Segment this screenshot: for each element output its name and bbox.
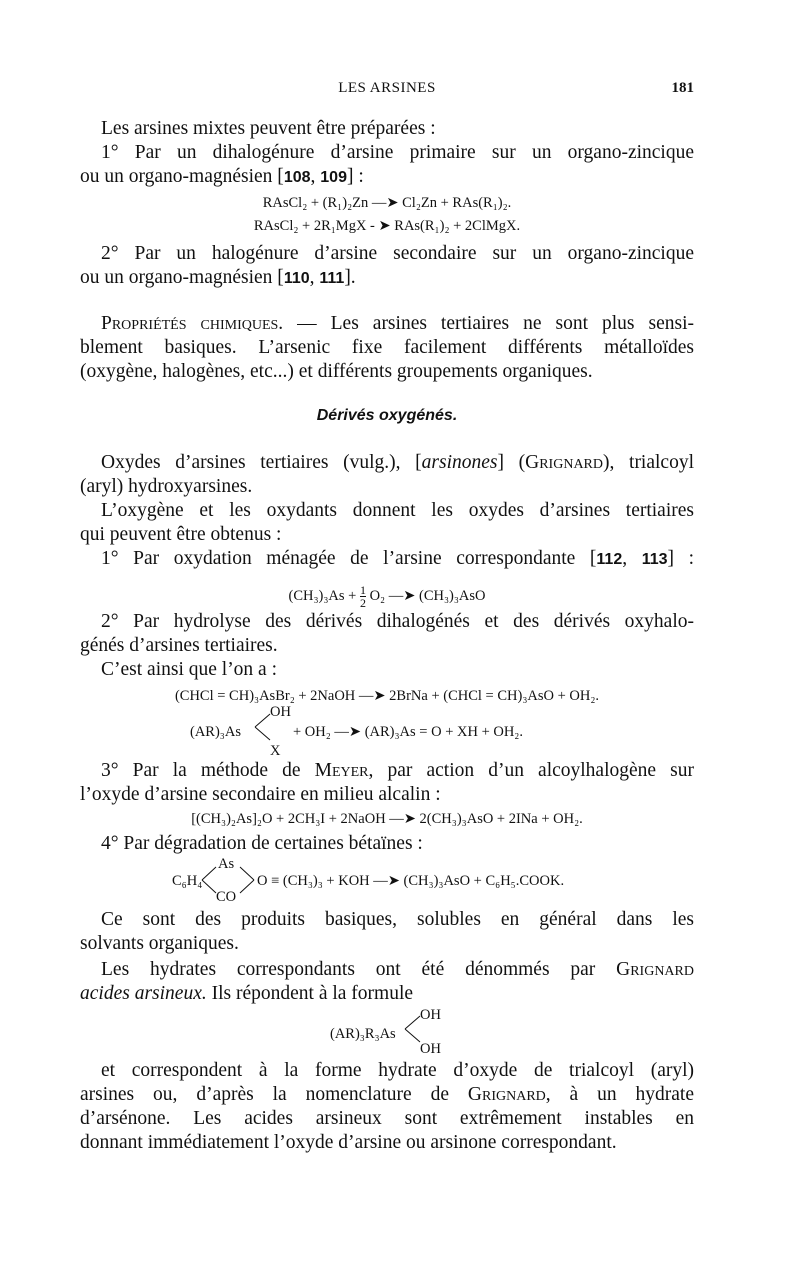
paragraph-intro: Les arsines mixtes peuvent être préparées : (101, 118, 436, 139)
section-heading: Dérivés oxygénés. (316, 407, 458, 424)
text-line: blement basiques. L’arsenic fixe facilement différents métalloïdes (80, 337, 694, 358)
text-line: 2° Par un halogénure d’arsine secondaire sur un organo-zincique (101, 243, 694, 264)
formula-part: OH (270, 704, 291, 720)
formula-part: As (218, 856, 235, 872)
equation: RAsCl₂ + 2R₁MgX - ➤ RAs(R₁)₂ + 2ClMgX. (253, 218, 521, 234)
text-line: L’oxygène et les oxydants donnent les oxydes d’arsines tertiaires (101, 500, 694, 521)
formula-part: C₆H₄ (172, 873, 203, 889)
text-line: (aryl) hydroxyarsines. (80, 476, 253, 497)
formula-part: (AR)₃As (190, 724, 241, 740)
text-line: 2° Par hydrolyse des dérivés dihalogénés et des dérivés oxyhalo- (101, 611, 694, 632)
formula-part: CO (216, 889, 237, 905)
reference: 111 (319, 270, 345, 287)
equation: RAsCl₂ + (R₁)₂Zn —➤ Cl₂Zn + RAs(R₁)₂. (262, 195, 512, 211)
text-line: Ce sont des produits basiques, solubles en général dans les (101, 909, 694, 930)
text-line: acides arsineux. Ils répondent à la formule (80, 983, 414, 1004)
text-line: donnant immédiatement l’oxyde d’arsine ou arsinone correspondant. (80, 1132, 617, 1153)
header-title: LES ARSINES (338, 80, 436, 96)
formula-part: (AR)₃R₃As (330, 1026, 396, 1042)
text-line: (oxygène, halogènes, etc...) et différents groupements organiques. (80, 361, 593, 382)
section-label: Propriétés chimiques. (101, 313, 284, 334)
formula-part: O ≡ (CH₃)₃ + KOH —➤ (CH₃)₃AsO + C₆H₅.COOK. (257, 873, 565, 889)
page-number: 181 (671, 80, 694, 96)
running-header (80, 80, 694, 100)
text-line: génés d’arsines tertiaires. (80, 635, 278, 656)
text-line: Les hydrates correspondants ont été dénommés par Grignard (101, 959, 694, 980)
equation: (CHCl = CH)₃AsBr₂ + 2NaOH —➤ 2BrNa + (CHCl = CH)₃AsO + OH₂. (174, 688, 600, 704)
fraction-one-half: $\frac{1}{2}$ (359, 583, 366, 611)
text-line: 4° Par dégradation de certaines bétaïnes : (101, 833, 423, 854)
text-line: 1° Par un dihalogénure d’arsine primaire sur un organo-zincique (101, 142, 694, 163)
equation: (CH₃)₃As + $\frac{1}{2}$ O₂ —➤ (CH₃)₃AsO (288, 583, 486, 611)
reference: 112 (596, 551, 623, 568)
reference: 108 (283, 169, 311, 186)
formula-part: X (270, 743, 281, 759)
text-line: arsines ou, d’après la nomenclature de Grignard, à un hydrate (80, 1084, 694, 1105)
text-line: C’est ainsi que l’on a : (101, 659, 278, 680)
formula-part: + OH₂ —➤ (AR)₃As = O + XH + OH₂. (293, 724, 523, 740)
reference: 110 (283, 270, 310, 287)
formula-part: OH (420, 1007, 441, 1023)
text-line: 1° Par oxydation ménagée de l’arsine correspondante [112, 113] : (101, 548, 694, 569)
text-line: l’oxyde d’arsine secondaire en milieu alcalin : (80, 784, 441, 805)
text-line: et correspondent à la forme hydrate d’oxyde de trialcoyl (aryl) (101, 1060, 694, 1081)
reference: 109 (320, 169, 347, 186)
text-line: ou un organo-magnésien [108, 109] : (80, 166, 364, 187)
text-line: Oxydes d’arsines tertiaires (vulg.), [arsinones] (Grignard), trialcoyl (101, 452, 694, 473)
text-line: 3° Par la méthode de Meyer, par action d’un alcoylhalogène sur (101, 760, 694, 781)
equation: [(CH₃)₂As]₂O + 2CH₃I + 2NaOH —➤ 2(CH₃)₃AsO + 2INa + OH₂. (191, 811, 583, 827)
reference: 113 (641, 551, 668, 568)
text-line: solvants organiques. (80, 933, 239, 954)
text-line: ou un organo-magnésien [110, 111]. (80, 267, 356, 288)
text-line: d’arsénone. Les acides arsineux sont extrêmement instables en (80, 1108, 694, 1129)
text-line: qui peuvent être obtenus : (80, 524, 282, 545)
formula-part: OH (420, 1041, 441, 1057)
text-line: Propriétés chimiques. — Les arsines tertiaires ne sont plus sensi- (101, 313, 694, 334)
